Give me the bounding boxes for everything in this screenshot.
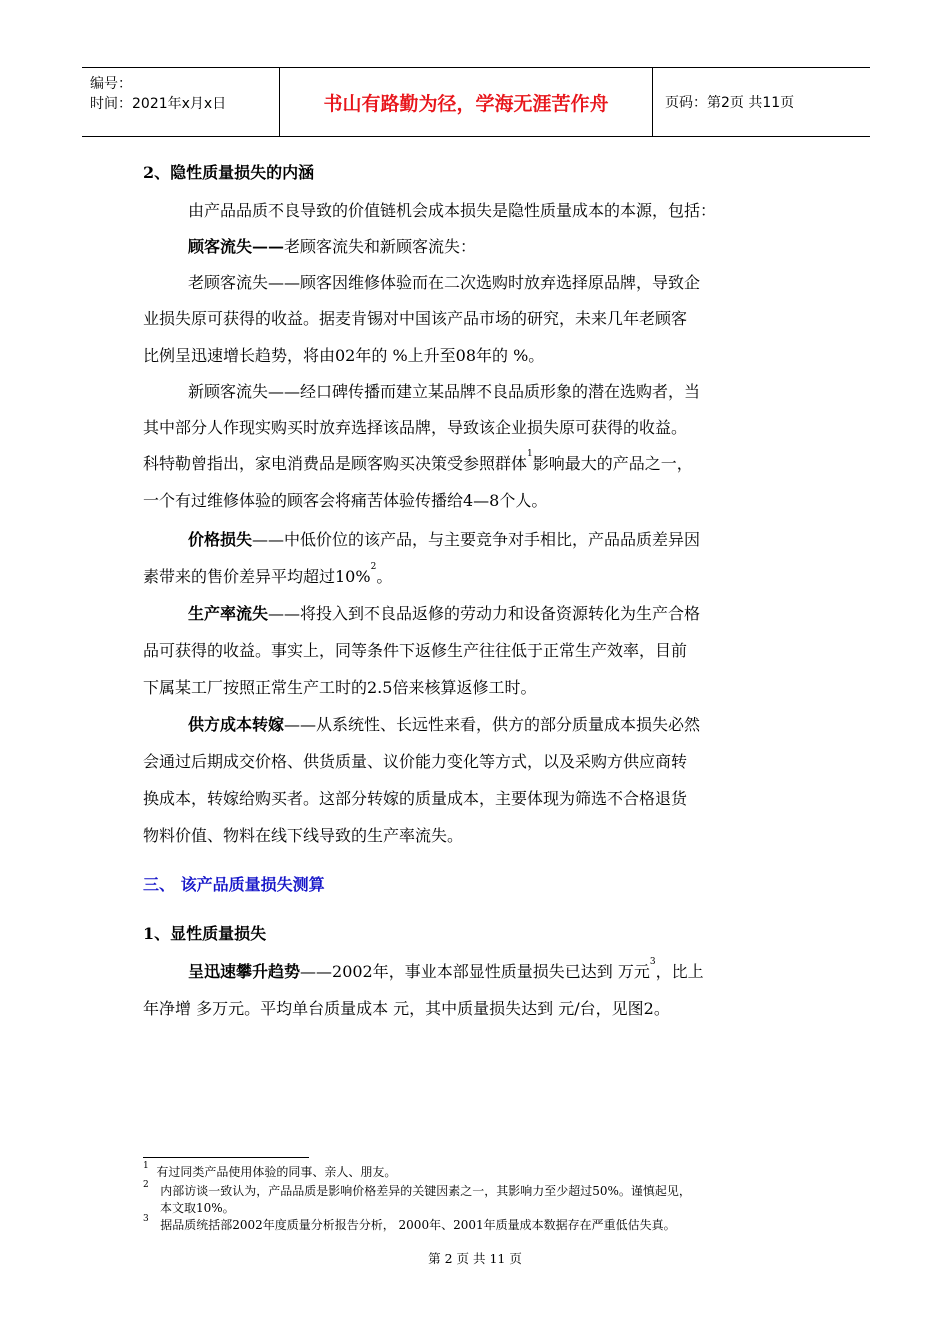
doc-code-label: 编号： — [90, 76, 132, 92]
footnote-continuation: 本文取10%。 — [160, 1201, 235, 1215]
page-number: 第 2 页 共 11 页 — [428, 1251, 522, 1266]
term-bold: 呈迅速攀升趋势 — [188, 962, 301, 981]
paragraph-line: 供方成本转嫁——从系统性、长远性来看，供方的部分质量成本损失必然 — [188, 715, 701, 734]
paragraph-line: 下属某工厂按照正常生产工时的2.5倍来核算返修工时。 — [143, 678, 537, 697]
paragraph-line: 品可获得的收益。事实上，同等条件下返修生产往往低于正常生产效率，目前 — [143, 641, 688, 660]
paragraph-line: 素带来的售价差异平均超过10%$^2$。 — [143, 562, 393, 586]
paragraph-line: 比例呈迅速增长趋势，将由02年的 %上升至08年的 %。 — [143, 346, 545, 365]
footnote-ref: 2 — [370, 562, 377, 572]
footnote: $^2$ 内部访谈一致认为，产品品质是影响价格差异的关键因素之一，其影响力至少超过50%。谨慎起见， — [143, 1180, 691, 1198]
paragraph-line: 由产品品质不良导致的价值链机会成本损失是隐性质量成本的本源，包括： — [188, 201, 717, 220]
section-heading: 2、隐性质量损失的内涵 — [143, 163, 315, 182]
footnote-ref: 1 — [527, 449, 533, 459]
footnote-ref: 3 — [649, 957, 656, 967]
footnote-separator — [143, 1157, 309, 1158]
footnote: $^1$ 有过同类产品使用体验的同事、亲人、朋友。 — [143, 1161, 397, 1179]
footnote: $^3$ 据品质统括部2002年度质量分析报告分析， 2000年、2001年质量成本数据存在严重低估失真。 — [143, 1214, 676, 1232]
term-bold: 价格损失 — [188, 530, 253, 549]
paragraph-line: 一个有过维修体验的顾客会将痛苦体验传播给4—8个人。 — [143, 491, 548, 510]
paragraph-line: 年净增 多万元。平均单台质量成本 元，其中质量损失达到 元/台，见图2。 — [143, 999, 670, 1018]
paragraph-line: 呈迅速攀升趋势——2002年，事业本部显性质量损失已达到 万元$^3$，比上 — [188, 957, 704, 981]
paragraph-line: 换成本，转嫁给购买者。这部分转嫁的质量成本，主要体现为筛选不合格退货 — [143, 789, 688, 808]
header-page-info: 页码：第2页 共11页 — [665, 95, 795, 111]
term-bold: 生产率流失 — [188, 604, 269, 623]
doc-date-label: 时间：2021年x月x日 — [90, 96, 227, 112]
paragraph-line: 其中部分人作现实购买时放弃选择该品牌，导致该企业损失原可获得的收益。 — [143, 418, 688, 437]
paragraph-line: 新顾客流失——经口碑传播而建立某品牌不良品质形象的潜在选购者，当 — [188, 382, 701, 401]
paragraph-line: 顾客流失——老顾客流失和新顾客流失： — [188, 237, 477, 256]
paragraph-line: 老顾客流失——顾客因维修体验而在二次选购时放弃选择原品牌，导致企 — [188, 273, 701, 292]
term-bold: 顾客流失—— — [188, 237, 285, 256]
section-heading: 1、显性质量损失 — [143, 924, 267, 943]
term-bold: 供方成本转嫁 — [188, 715, 285, 734]
paragraph-line: 会通过后期成交价格、供货质量、议价能力变化等方式，以及采购方供应商转 — [143, 752, 688, 771]
paragraph-line: 价格损失——中低价位的该产品，与主要竞争对手相比，产品品质差异因 — [188, 530, 701, 549]
header-meta-cell — [82, 68, 280, 136]
header-motto: 书山有路勤为径，学海无涯苦作舟 — [280, 68, 653, 136]
chapter-heading: 三、 该产品质量损失测算 — [143, 875, 325, 894]
paragraph-line: 生产率流失——将投入到不良品返修的劳动力和设备资源转化为生产合格 — [188, 604, 701, 623]
paragraph-line: 业损失原可获得的收益。据麦肯锡对中国该产品市场的研究，未来几年老顾客 — [143, 309, 688, 328]
header-table — [82, 67, 870, 137]
paragraph-line: 物料价值、物料在线下线导致的生产率流失。 — [143, 826, 464, 845]
paragraph-line: 科特勒曾指出，家电消费品是顾客购买决策受参照群体$^1$影响最大的产品之一， — [143, 449, 693, 473]
